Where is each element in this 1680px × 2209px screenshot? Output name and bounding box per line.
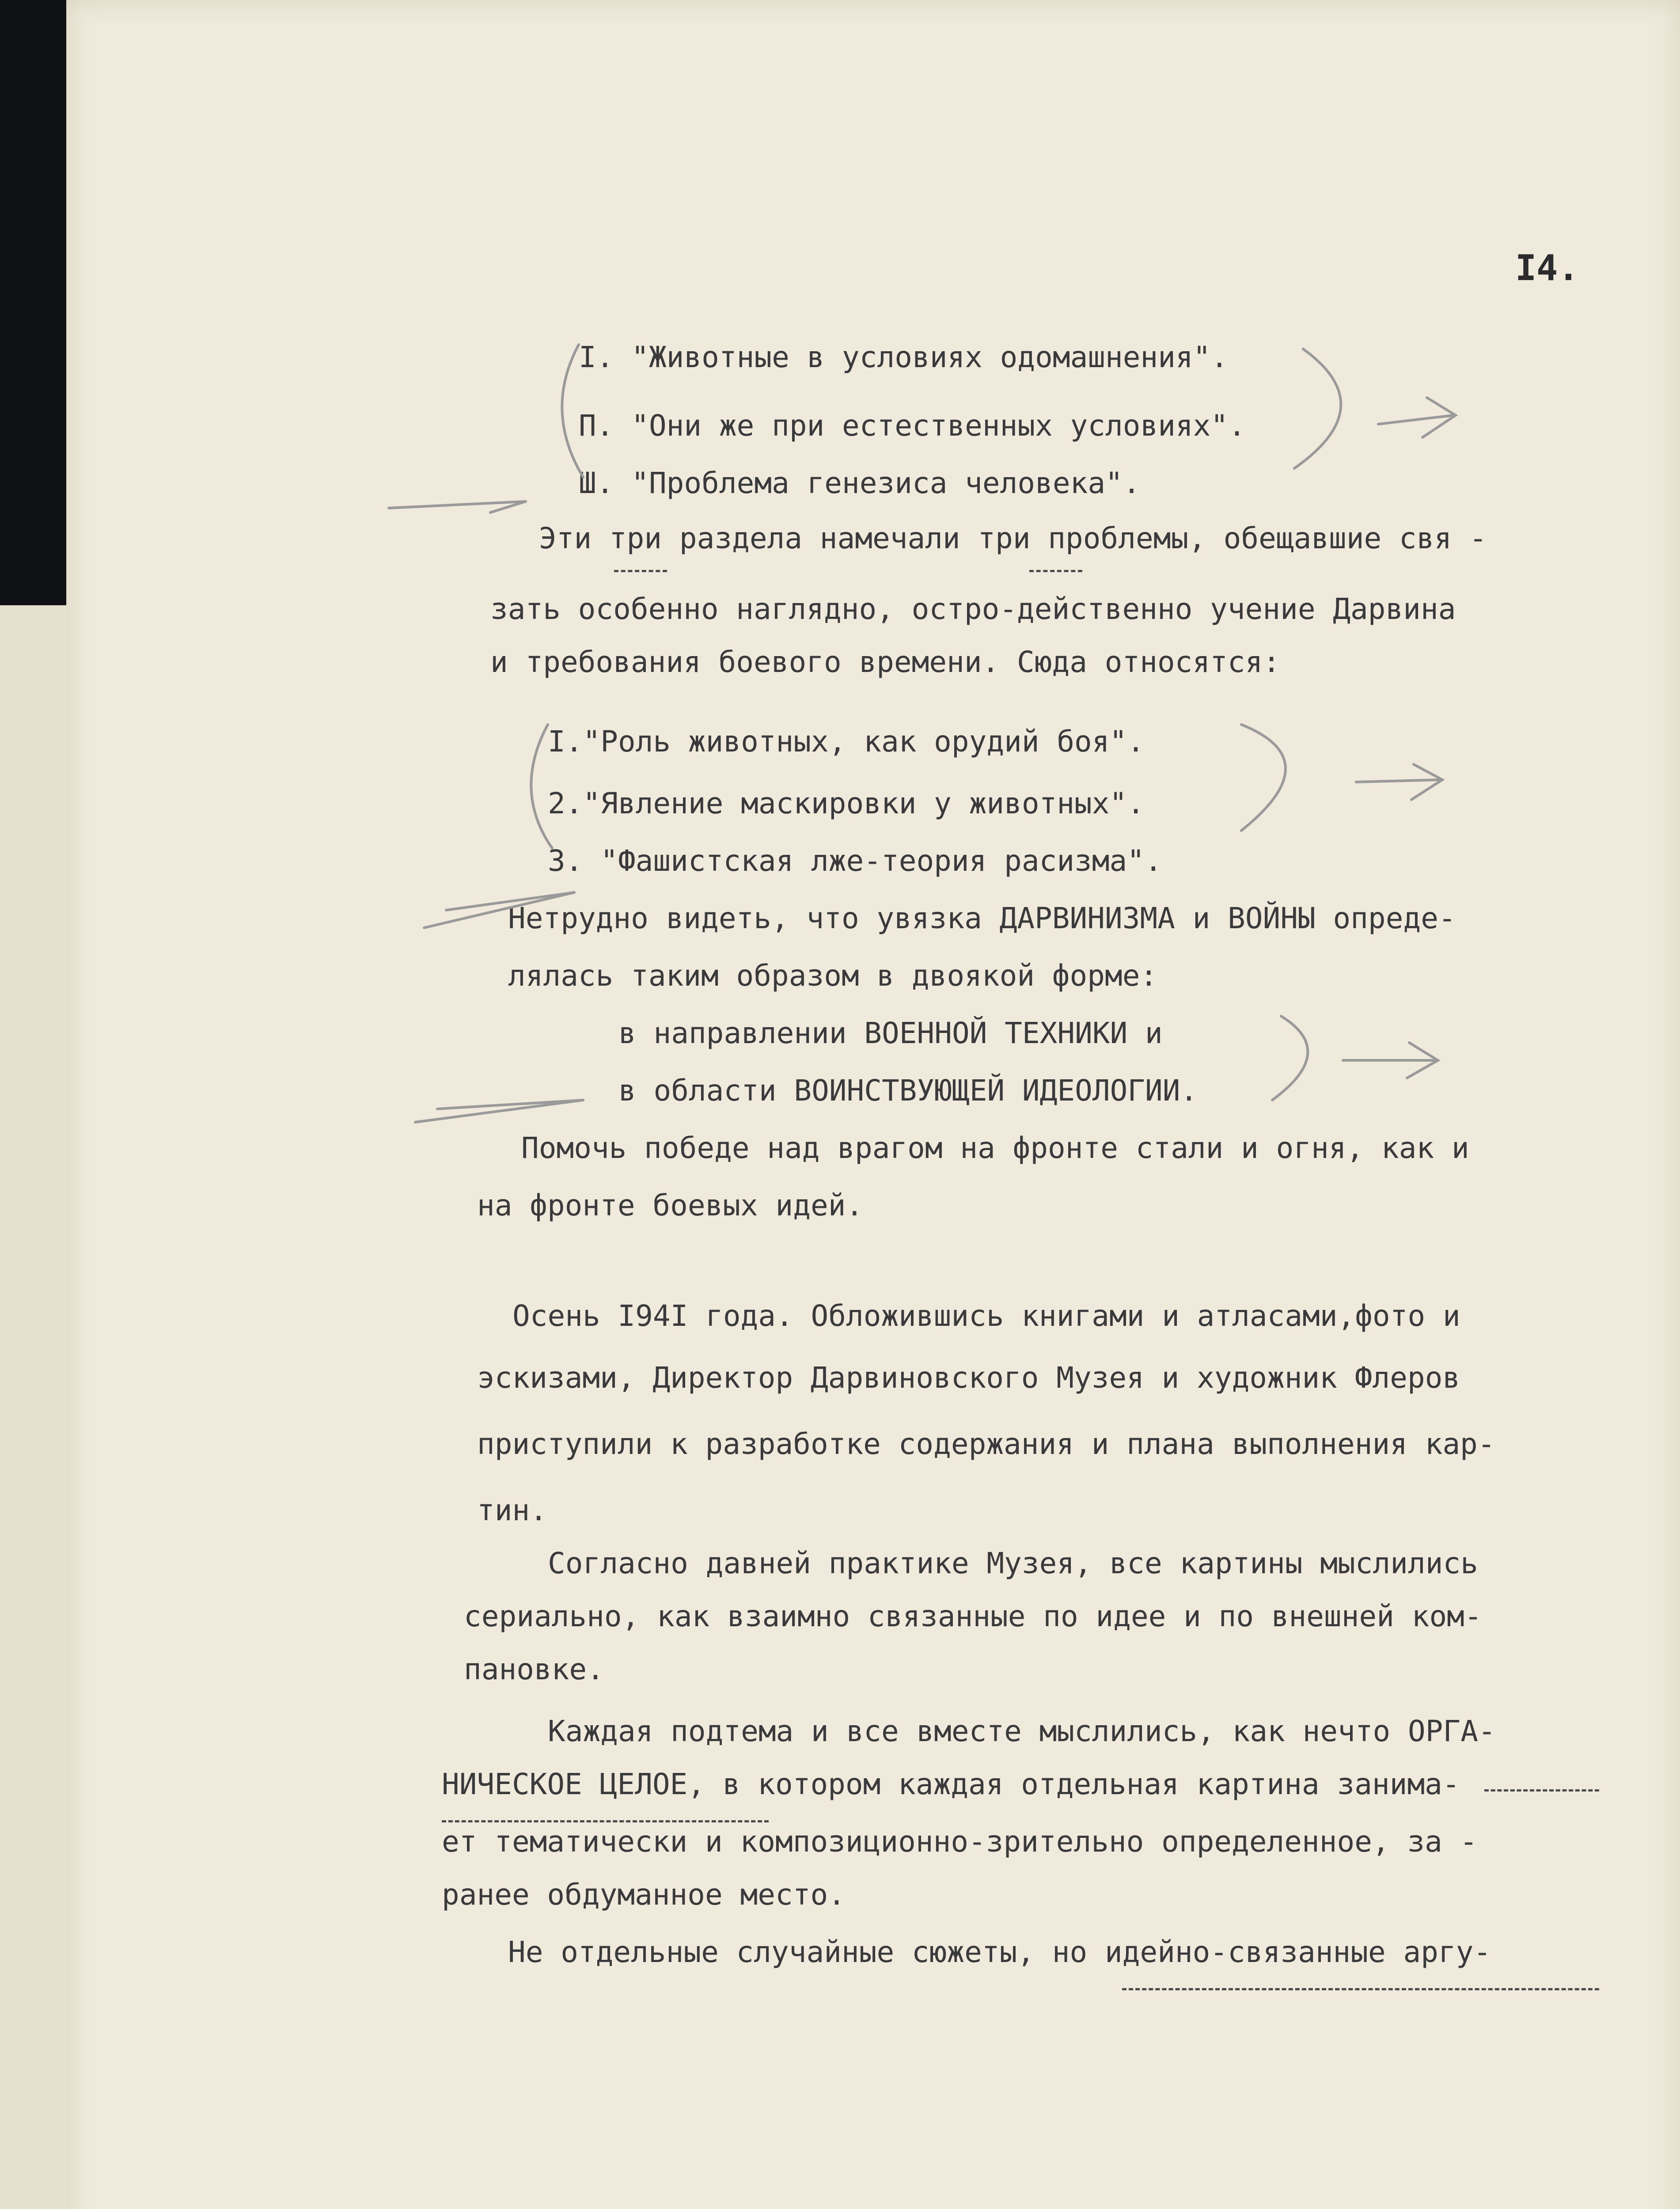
para4-line-1: Осень I94I года. Обложившись книгами и атласами,фото и (512, 1299, 1460, 1333)
para3-line-2: на фронте боевых идей. (477, 1188, 864, 1222)
para7-line-1: Не отдельные случайные сюжеты, но идейно-связанные аргу- (508, 1935, 1491, 1969)
page-number: I4. (1515, 247, 1579, 288)
para2-line-1: Нетрудно видеть, что увязка ДАРВИНИЗМА и ВОЙНЫ опреде- (508, 901, 1456, 935)
para5-line-2: сериально, как взаимно связанные по идее и по внешней ком- (464, 1599, 1482, 1633)
para1-line-2: зать особенно наглядно, остро-действенно учение Дарвина (490, 592, 1456, 626)
list1-item-1: I. "Животные в условиях одомашнения". (579, 340, 1229, 374)
para1-line-3: и требования боевого времени. Сюда относятся: (490, 645, 1281, 679)
para5-line-1: Согласно давней практике Музея, все картины мыслились (548, 1546, 1478, 1580)
para6-line-2: НИЧЕСКОЕ ЦЕЛОЕ, в котором каждая отдельная картина занима- (442, 1767, 1460, 1801)
para1-line-1: Эти три раздела намечали три проблемы, обещавшие свя - (539, 521, 1487, 555)
para5-line-3: пановке. (464, 1652, 604, 1686)
para6-line-1: Каждая подтема и все вместе мыслились, как нечто ОРГА- (548, 1714, 1496, 1748)
list2-item-1: I."Роль животных, как орудий боя". (548, 725, 1145, 759)
list1-item-3: Ш. "Проблема генезиса человека". (579, 466, 1141, 500)
list3-item-1: в направлении ВОЕННОЙ ТЕХНИКИ и (618, 1016, 1163, 1050)
list2-item-3: 3. "Фашистская лже-теория расизма". (548, 844, 1162, 878)
para4-line-3: приступили к разработке содержания и плана выполнения кар- (477, 1427, 1495, 1461)
para6-line-3: ет тематически и композиционно-зрительно определенное, за - (442, 1825, 1478, 1859)
para4-line-2: эскизами, Директор Дарвиновского Музея и художник Флеров (477, 1361, 1460, 1395)
para6-line-4: ранее обдуманное место. (442, 1878, 846, 1912)
para4-line-4: тин. (477, 1493, 547, 1527)
para3-line-1: Помочь победе над врагом на фронте стали и огня, как и (521, 1131, 1469, 1165)
list1-item-2: П. "Они же при естественных условиях". (579, 409, 1246, 443)
para2-line-2: лялась таким образом в двоякой форме: (508, 959, 1158, 993)
list3-item-2: в области ВОИНСТВУЮЩЕЙ ИДЕОЛОГИИ. (618, 1074, 1198, 1108)
list2-item-2: 2."Явление маскировки у животных". (548, 786, 1145, 820)
